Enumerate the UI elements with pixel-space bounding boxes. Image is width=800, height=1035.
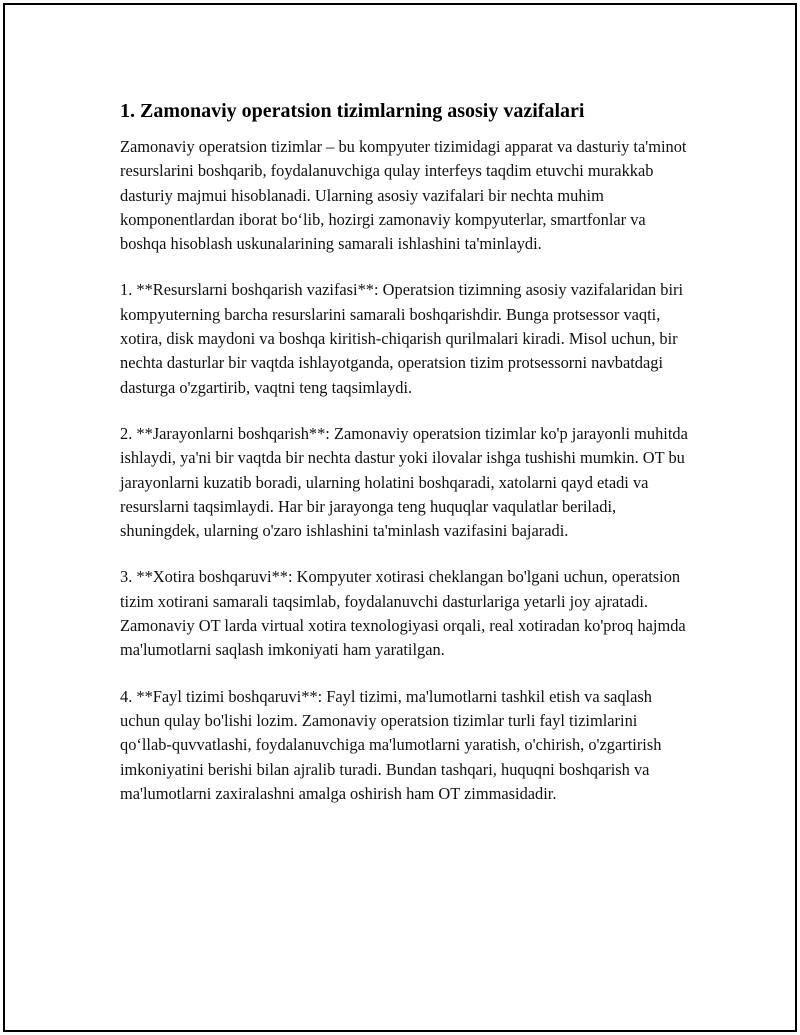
paragraph-memory-management: 3. **Xotira boshqaruvi**: Kompyuter xotirasi cheklangan bo'lgani uchun, operatsion tizim xotirani samarali taqsimlab, foydalanuvchi dasturlariga yetarli joy ajratadi. Zamonaviy OT larda virtual xotira texnologiyasi orqali, real xotiradan ko'proq hajmda ma'lumotlarni saqlash imkoniyati ham yaratilgan. <box>120 567 686 660</box>
document-title: 1. Zamonaviy operatsion tizimlarning asosiy vazifalari <box>120 100 585 122</box>
document-body <box>120 97 690 828</box>
paragraph-process-management: 2. **Jarayonlarni boshqarish**: Zamonaviy operatsion tizimlar ko'p jarayonli muhitda ishlaydi, ya'ni bir vaqtda bir nechta dastur yoki ilovalar ishga tushishi mumkin. OT bu jarayonlarni kuzatib boradi, ularning holatini boshqaradi, xatolarni qayd etadi va resurslarni taqsimlaydi. Har bir jarayonga teng huquqlar vaqulatlar beriladi, shuningdek, ularning o'zaro ishlashini ta'minlash vazifasini bajaradi. <box>120 423 688 541</box>
paragraph-file-system-management: 4. **Fayl tizimi boshqaruvi**: Fayl tizimi, ma'lumotlarni tashkil etish va saqlash uchun qulay bo'lishi lozim. Zamonaviy operatsion tizimlar turli fayl tizimlarini qoʻllab-quvvatlashi, foydalanuvchiga ma'lumotlarni yaratish, o'chirish, o'zgartirish imkoniyatini berishi bilan ajralib turadi. Bundan tashqari, huquqni boshqarish va ma'lumotlarni zaxiralashni amalga oshirish ham OT zimmasidadir. <box>120 686 662 803</box>
page-frame <box>3 3 797 1032</box>
intro-paragraph: Zamonaviy operatsion tizimlar – bu kompyuter tizimidagi apparat va dasturiy ta'minot resurslarini boshqarib, foydalanuvchiga qulay interfeys taqdim etuvchi murakkab dasturiy majmui hisoblanadi. Ularning asosiy vazifalari bir nechta muhim komponentlardan iborat boʻlib, hozirgi zamonaviy kompyuterlar, smartfonlar va boshqa hisoblash uskunalarining samarali ishlashini ta'minlaydi. <box>120 137 687 254</box>
paragraph-resource-management: 1. **Resurslarni boshqarish vazifasi**: Operatsion tizimning asosiy vazifalaridan biri kompyuterning barcha resurslarini samarali boshqarishdir. Bunga protsessor vaqti, xotira, disk maydoni va boshqa kiritish-chiqarish qurilmalari kiradi. Misol uchun, bir nechta dasturlar bir vaqtda ishlayotganda, operatsion tizim protsessorni navbatdagi dasturga o'zgartirib, vaqtni teng taqsimlaydi. <box>120 280 684 397</box>
